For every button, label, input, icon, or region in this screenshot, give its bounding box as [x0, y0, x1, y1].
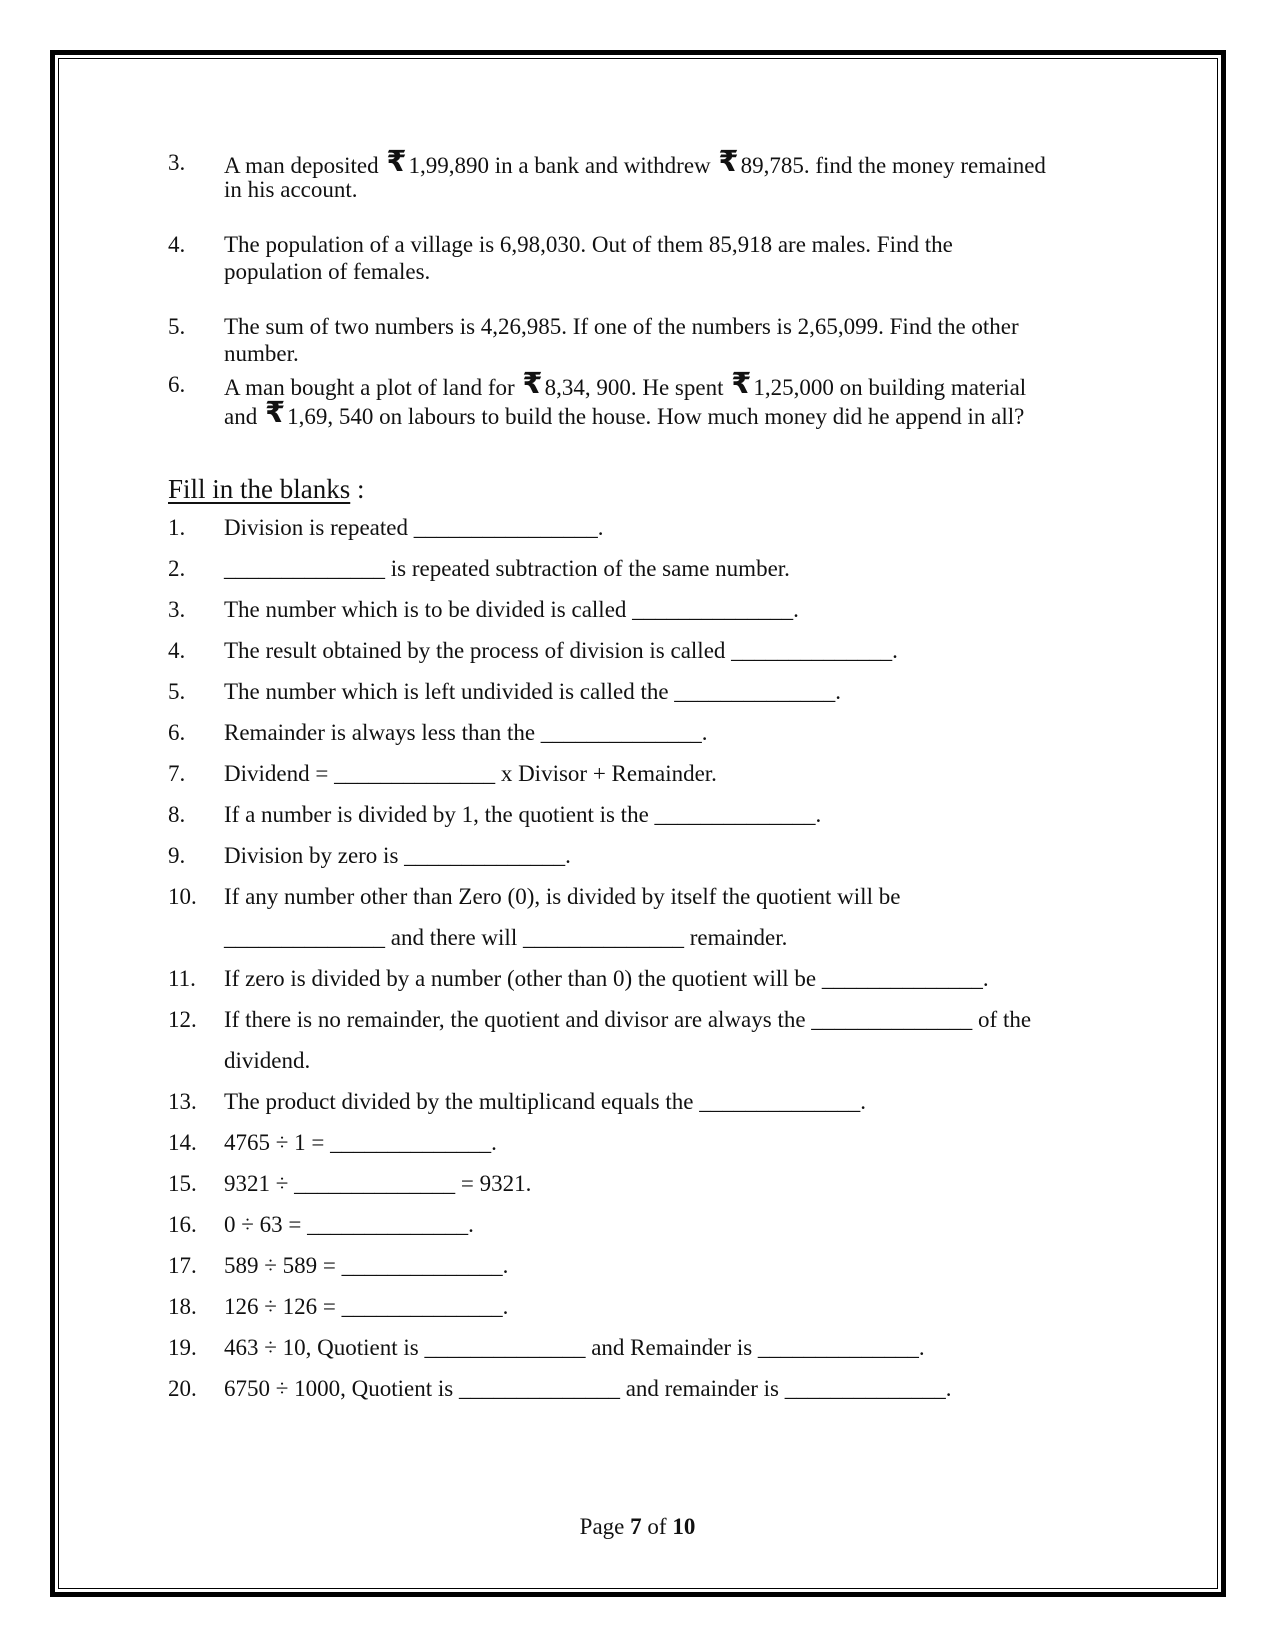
blank-text: 6750 ÷ 1000, Quotient is ______________ and remainder is ______________. [224, 1376, 952, 1401]
blank-text: 126 ÷ 126 = ______________. [224, 1294, 509, 1319]
blank-text: 463 ÷ 10, Quotient is ______________ and Remainder is ______________. [224, 1335, 925, 1360]
blank-text: 589 ÷ 589 = ______________. [224, 1253, 509, 1278]
blank-number: 12. [168, 1007, 197, 1032]
question-number: 3. [168, 150, 186, 175]
blank-text: If zero is divided by a number (other than 0) the quotient will be ______________. [224, 966, 989, 991]
blank-text: dividend. [224, 1048, 311, 1073]
blank-text: The number which is left undivided is called the ______________. [224, 679, 842, 704]
blank-number: 19. [168, 1335, 197, 1360]
rupee-icon: ₹ [731, 366, 752, 400]
rupee-icon: ₹ [718, 144, 739, 178]
blank-number: 11. [168, 966, 196, 991]
blank-number: 1. [168, 515, 186, 540]
blank-number: 15. [168, 1171, 197, 1196]
blank-number: 20. [168, 1376, 197, 1401]
blank-text: Division by zero is ______________. [224, 843, 571, 868]
blank-text: Dividend = ______________ x Divisor + Remainder. [224, 761, 717, 786]
blank-number: 18. [168, 1294, 197, 1319]
page-footer: Page 7 of 10 [579, 1514, 696, 1539]
blank-number: 8. [168, 802, 186, 827]
blank-text: 4765 ÷ 1 = ______________. [224, 1130, 497, 1155]
section-heading: Fill in the blanks : [168, 474, 365, 504]
blank-text: If there is no remainder, the quotient and divisor are always the ______________ of the [224, 1007, 1032, 1032]
question-text: A man deposited ₹1,99,890 in a bank and withdrew ₹89,785. find the money remained [224, 144, 1046, 178]
blank-number: 5. [168, 679, 186, 704]
blank-text: If any number other than Zero (0), is divided by itself the quotient will be [224, 884, 901, 909]
blank-number: 3. [168, 597, 186, 622]
blank-number: 16. [168, 1212, 197, 1237]
blank-text: If a number is divided by 1, the quotient is the ______________. [224, 802, 822, 827]
blank-number: 17. [168, 1253, 197, 1278]
blank-text: Remainder is always less than the ______________. [224, 720, 708, 745]
blank-number: 2. [168, 556, 186, 581]
blank-text: ______________ is repeated subtraction of the same number. [224, 556, 790, 581]
blank-number: 10. [168, 884, 197, 909]
blank-text: ______________ and there will ______________ remainder. [224, 925, 788, 950]
blank-number: 6. [168, 720, 186, 745]
rupee-icon: ₹ [522, 366, 543, 400]
blank-text: The result obtained by the process of division is called ______________. [224, 638, 898, 663]
blank-number: 13. [168, 1089, 197, 1114]
rupee-icon: ₹ [386, 144, 407, 178]
blank-text: 0 ÷ 63 = ______________. [224, 1212, 474, 1237]
blank-text: The product divided by the multiplicand equals the ______________. [224, 1089, 866, 1114]
blank-number: 14. [168, 1130, 197, 1155]
blank-text: Division is repeated ________________. [224, 515, 604, 540]
blank-text: The number which is to be divided is called ______________. [224, 597, 799, 622]
blank-number: 4. [168, 638, 186, 663]
blank-number: 9. [168, 843, 186, 868]
blank-number: 7. [168, 761, 186, 786]
rupee-icon: ₹ [264, 395, 286, 429]
blank-text: 9321 ÷ ______________ = 9321. [224, 1171, 532, 1196]
